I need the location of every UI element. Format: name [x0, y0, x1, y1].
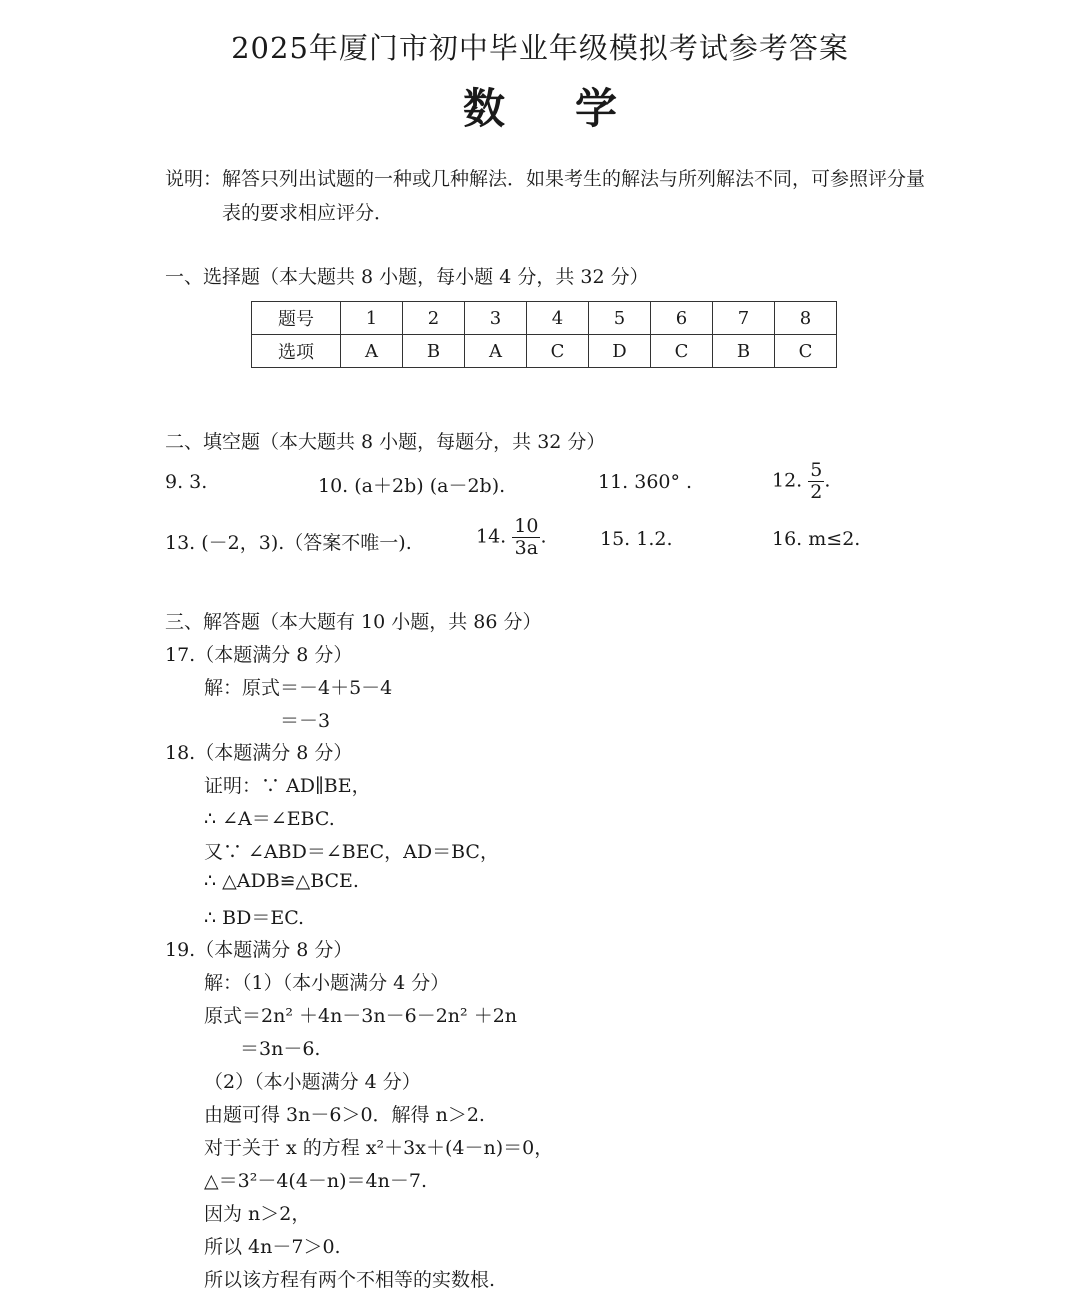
q17-line: ＝－3 [280, 710, 331, 732]
note-line-2: 表的要求相应评分． [222, 202, 394, 224]
answer-14 [476, 516, 547, 559]
fraction-numerator: 10 [514, 515, 539, 537]
table-row-numbers [252, 302, 837, 335]
q19-line: 所以该方程有两个不相等的实数根. [204, 1269, 496, 1291]
fraction-numerator: 5 [810, 459, 823, 481]
answer-15: 15. 1.2. [600, 528, 673, 550]
q18-header: 18.（本题满分 8 分） [165, 742, 353, 764]
answer-14-suffix: . [540, 525, 547, 548]
answer-table [251, 301, 837, 368]
answer-cell: C [775, 335, 837, 368]
answer-13: 13. (－2，3).（答案不唯一). [165, 532, 412, 554]
question-number: 4 [527, 302, 589, 335]
subject-heading: 数学 [462, 84, 687, 133]
document-title: 2025年厦门市初中毕业年级模拟考试参考答案 [231, 31, 849, 65]
answer-cell: D [589, 335, 651, 368]
q19-line: 所以 4n－7＞0. [204, 1236, 341, 1258]
fraction-denominator: 2 [810, 480, 823, 503]
q19-line: （2）（本小题满分 4 分） [204, 1071, 421, 1093]
q19-header: 19.（本题满分 8 分） [165, 939, 353, 961]
question-number: 1 [341, 302, 403, 335]
q19-line: 因为 n＞2， [204, 1203, 311, 1225]
answer-cell: C [527, 335, 589, 368]
question-number: 5 [589, 302, 651, 335]
row-label-number: 题号 [252, 302, 341, 335]
q18-line: ∴ BD＝EC. [204, 907, 305, 929]
question-number: 7 [713, 302, 775, 335]
q17-header: 17.（本题满分 8 分） [165, 644, 353, 666]
question-number: 8 [775, 302, 837, 335]
answer-12-prefix: 12. [772, 469, 803, 492]
answer-9: 9. 3. [165, 471, 208, 493]
q19-line: △＝3²－4(4－n)＝4n－7. [204, 1170, 428, 1192]
note-line-1: 说明：解答只列出试题的一种或几种解法．如果考生的解法与所列解法不同，可参照评分量 [165, 168, 926, 190]
q18-line: ∴ ∠A＝∠EBC. [204, 808, 335, 830]
q18-line: 证明：∵ AD∥BE， [204, 775, 371, 797]
table-row-answers [252, 335, 837, 368]
answer-12-suffix: . [824, 469, 831, 492]
answer-11: 11. 360° . [598, 471, 693, 493]
answer-cell: B [403, 335, 465, 368]
q17-line: 解：原式＝－4＋5－4 [204, 677, 393, 699]
question-number: 6 [651, 302, 713, 335]
q19-line: 对于关于 x 的方程 x²＋3x＋(4－n)＝0， [204, 1137, 554, 1159]
section1-heading: 一、选择题（本大题共 8 小题，每小题 4 分，共 32 分） [165, 266, 649, 288]
section3-heading: 三、解答题（本大题有 10 小题，共 86 分） [165, 611, 542, 633]
q19-line: 由题可得 3n－6＞0．解得 n＞2. [204, 1104, 485, 1126]
q19-line: 原式＝2n² ＋4n－3n－6－2n² ＋2n [204, 1005, 518, 1027]
answer-cell: C [651, 335, 713, 368]
answer-12 [772, 460, 830, 503]
row-label-option: 选项 [252, 335, 341, 368]
answer-cell: B [713, 335, 775, 368]
q19-line: 解：（1）（本小题满分 4 分） [204, 972, 450, 994]
answer-16: 16. m≤2. [772, 528, 861, 550]
answer-14-fraction [512, 516, 540, 559]
question-number: 3 [465, 302, 527, 335]
answer-12-fraction [808, 460, 824, 503]
section2-heading: 二、填空题（本大题共 8 小题，每题分，共 32 分） [165, 431, 606, 453]
answer-10: 10. (a＋2b) (a－2b). [318, 475, 506, 497]
fraction-denominator: 3a [514, 536, 539, 559]
q18-line: ∴ △ADB≌△BCE. [204, 870, 359, 892]
answer-cell: A [465, 335, 527, 368]
question-number: 2 [403, 302, 465, 335]
q18-line: 又∵ ∠ABD＝∠BEC，AD＝BC， [204, 841, 499, 863]
answer-cell: A [341, 335, 403, 368]
q19-line: ＝3n－6. [240, 1038, 321, 1060]
answer-14-prefix: 14. [476, 525, 507, 548]
